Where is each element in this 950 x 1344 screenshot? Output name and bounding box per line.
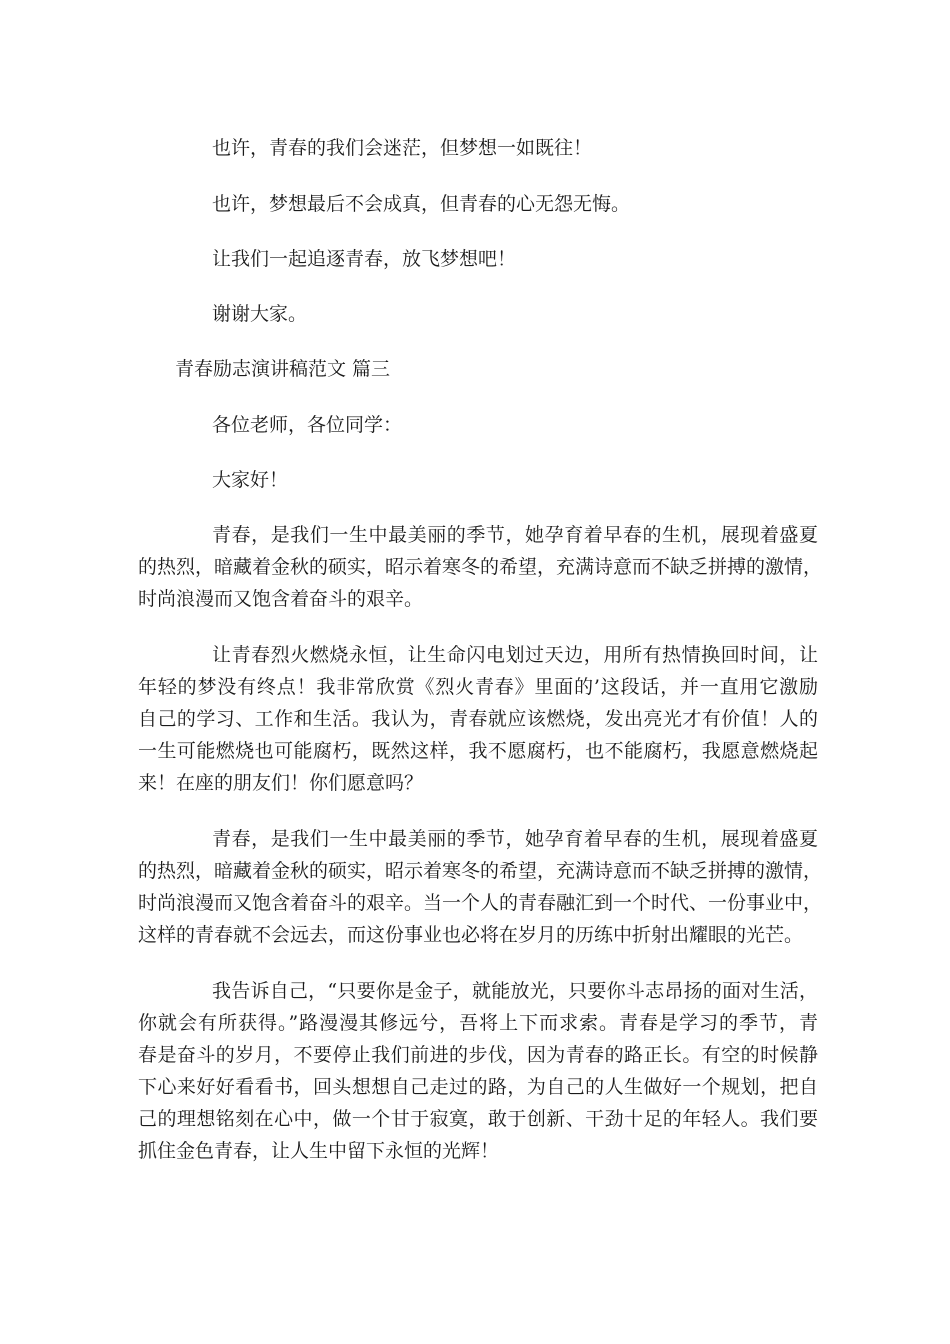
- paragraph-2-line-3: 自己的学习、工作和生活。我认为，青春就应该燃烧，发出亮光才有价值！人的: [138, 708, 818, 730]
- paragraph-3-line-3: 时尚浪漫而又饱含着奋斗的艰辛。当一个人的青春融汇到一个时代、一份事业中，: [138, 892, 823, 914]
- hello-line: 大家好！: [212, 469, 289, 491]
- paragraph-4-line-4: 下心来好好看看书，回头想想自己走过的路，为自己的人生做好一个规划，把自: [138, 1076, 818, 1098]
- paragraph-2-line-2: 年轻的梦没有终点！我非常欣赏《烈火青春》里面的’这段话，并一直用它激励: [138, 676, 818, 698]
- paragraph-1-line-1: 青春，是我们一生中最美丽的季节，她孕育着早春的生机，展现着盛夏: [212, 524, 818, 546]
- thanks-line: 谢谢大家。: [212, 303, 308, 325]
- paragraph-1-line-3: 时尚浪漫而又饱含着奋斗的艰辛。: [138, 588, 424, 610]
- paragraph-2-line-4: 一生可能燃烧也可能腐朽，既然这样，我不愿腐朽，也不能腐朽，我愿意燃烧起: [138, 740, 818, 762]
- paragraph-4-line-5: 己的理想铭刻在心中，做一个甘于寂寞，敢于创新、干劲十足的年轻人。我们要: [138, 1108, 818, 1130]
- closing-line-1: 也许，青春的我们会迷茫，但梦想一如既往！: [212, 137, 593, 159]
- greeting-line: 各位老师，各位同学：: [212, 414, 403, 436]
- paragraph-3-line-4: 这样的青春就不会远去，而这份事业也必将在岁月的历练中折射出耀眼的光芒。: [138, 924, 804, 946]
- paragraph-2-line-5: 来！在座的朋友们！你们愿意吗？: [138, 772, 424, 794]
- section-title: 青春励志演讲稿范文 篇三: [175, 358, 391, 380]
- paragraph-4-line-6: 抓住金色青春，让人生中留下永恒的光辉！: [138, 1140, 500, 1162]
- closing-line-2: 也许，梦想最后不会成真，但青春的心无怨无悔。: [212, 193, 631, 215]
- paragraph-3-line-1: 青春，是我们一生中最美丽的季节，她孕育着早春的生机，展现着盛夏: [212, 828, 818, 850]
- paragraph-4-line-2: 你就会有所获得。”路漫漫其修远兮，吾将上下而求索。青春是学习的季节，青: [138, 1012, 818, 1034]
- closing-line-3: 让我们一起追逐青春，放飞梦想吧！: [212, 248, 517, 270]
- paragraph-4-line-1: 我告诉自己，“只要你是金子，就能放光，只要你斗志昂扬的面对生活，: [212, 980, 818, 1002]
- paragraph-3-line-2: 的热烈，暗藏着金秋的硕实，昭示着寒冬的希望，充满诗意而不缺乏拼搏的激情，: [138, 860, 823, 882]
- paragraph-2-line-1: 让青春烈火燃烧永恒，让生命闪电划过天边，用所有热情换回时间，让: [212, 644, 818, 666]
- paragraph-1-line-2: 的热烈，暗藏着金秋的硕实，昭示着寒冬的希望，充满诗意而不缺乏拼搏的激情，: [138, 556, 823, 578]
- paragraph-4-line-3: 春是奋斗的岁月，不要停止我们前进的步伐，因为青春的路正长。有空的时候静: [138, 1044, 818, 1066]
